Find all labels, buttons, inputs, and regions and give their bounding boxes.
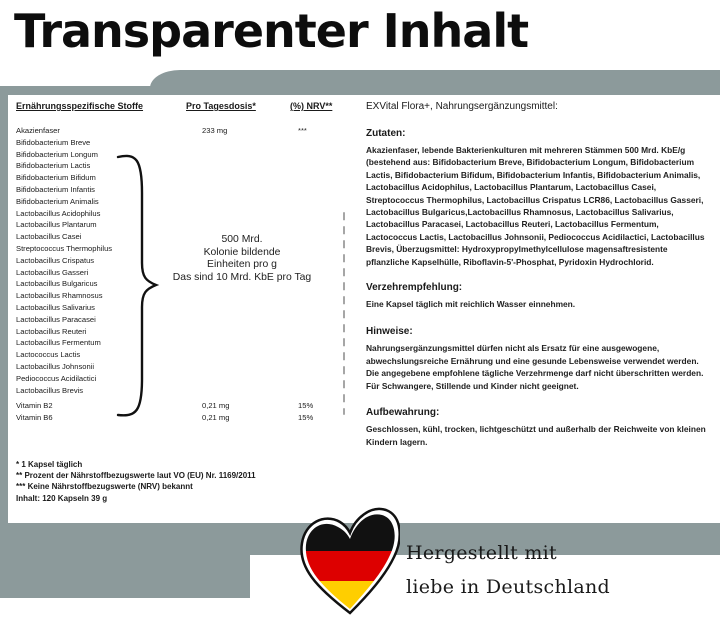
footnote: Inhalt: 120 Kapseln 39 g [16, 493, 108, 503]
made-in-germany [406, 536, 610, 604]
usage-text: Eine Kapsel täglich mit reichlich Wasser einnehmen. [366, 299, 576, 310]
nutrient-name: Bifidobacterium Bifidum [16, 173, 96, 183]
storage-section [366, 407, 710, 448]
product-title: EXVital Flora+, Nahrungsergänzungsmittel: [366, 101, 558, 112]
table-row [16, 327, 336, 339]
table-row [16, 173, 336, 185]
nutrient-name: Lactobacillus Acidophilus [16, 208, 101, 218]
footnote: *** Keine Nährstoffbezugswerte (NRV) bekannt [16, 482, 193, 492]
cultures-line: Einheiten pro g [207, 259, 277, 271]
hints-text: Nahrungsergänzungsmittel dürfen nicht als Ersatz für eine ausgewogene, abwechslungsreiche Ernährung und eine gesunde Lebensweise verwendet werden. Die angegebene empfohlene tägliche Verzehrmenge darf nicht überschritten werden. Für Schwangere, Stillende und Kinder nicht geeignet. [366, 343, 704, 391]
table-row [16, 185, 336, 197]
nutrient-name: Streptococcus Thermophilus [16, 243, 113, 253]
nutrient-name: Lactobacillus Casei [16, 232, 82, 242]
nutrient-dose: 233 mg [202, 126, 228, 135]
table-row [16, 350, 336, 362]
footnote: ** Prozent der Nährstoffbezugswerte laut VO (EU) Nr. 1169/2011 [16, 471, 256, 481]
storage-text: Geschlossen, kühl, trocken, lichtgeschützt und außerhalb der Reichweite von kleinen Kindern lagern. [366, 424, 706, 447]
nutrient-nrv: 15% [298, 401, 314, 411]
table-row [16, 374, 336, 386]
cultures-note [152, 234, 332, 284]
usage-section [366, 282, 710, 310]
table-row [16, 401, 336, 413]
header-name: Ernährungsspezifische Stoffe [16, 101, 144, 111]
nutrient-name: Bifidobacterium Breve [16, 137, 91, 147]
nutrient-name: Pediococcus Acidilactici [16, 373, 97, 383]
nutrient-name: Lactobacillus Brevis [16, 385, 84, 395]
footnote: * 1 Kapsel täglich [16, 460, 83, 469]
nutrient-name: Vitamin B2 [16, 401, 53, 411]
nutrient-name: Lactobacillus Paracasei [16, 314, 96, 324]
product-info [366, 101, 710, 448]
storage-heading: Aufbewahrung: [366, 407, 440, 419]
table-row [16, 150, 336, 162]
nutrient-name: Lactobacillus Rhamnosus [16, 291, 103, 301]
nutrient-name: Lactobacillus Plantarum [16, 220, 97, 230]
ingredients-heading: Zutaten: [366, 128, 406, 139]
label-panel [8, 95, 720, 523]
table-row [16, 413, 336, 425]
nutrient-name: Akazienfaser [16, 126, 60, 135]
nutrient-dose: 0,21 mg [202, 413, 230, 423]
table-row [16, 126, 336, 138]
nutrient-name: Bifidobacterium Lactis [16, 161, 91, 171]
header-dose: Pro Tagesdosis* [186, 101, 256, 111]
german-flag-heart-icon [300, 505, 400, 617]
nutrient-name: Lactobacillus Johnsonii [16, 361, 95, 371]
table-row [16, 386, 336, 398]
nutrient-name: Bifidobacterium Longum [16, 149, 98, 159]
table-row [16, 138, 336, 150]
nutrient-name: Bifidobacterium Animalis [16, 196, 99, 206]
nutrient-name: Lactococcus Lactis [16, 350, 81, 360]
nutrient-nrv: *** [298, 126, 307, 135]
table-row [16, 209, 336, 221]
ingredients-section [366, 128, 710, 268]
nutrient-name: Lactobacillus Crispatus [16, 255, 95, 265]
nutrient-name: Lactobacillus Bulgaricus [16, 279, 98, 289]
table-row [16, 161, 336, 173]
nutrient-name: Lactobacillus Salivarius [16, 302, 95, 312]
nutrient-nrv: 15% [298, 413, 314, 423]
table-row [16, 338, 336, 350]
table-row [16, 291, 336, 303]
cultures-line: 500 Mrd. [221, 234, 263, 245]
table-row [16, 303, 336, 315]
nutrient-name: Bifidobacterium Infantis [16, 184, 95, 194]
header-nrv: (%) NRV** [290, 101, 333, 111]
table-row [16, 315, 336, 327]
hints-section [366, 326, 710, 392]
nutrient-name: Lactobacillus Reuteri [16, 326, 87, 336]
nutrient-name: Vitamin B6 [16, 413, 53, 423]
made-in-line: liebe in Deutschland [406, 576, 610, 598]
cultures-line: Kolonie bildende [203, 246, 281, 258]
table-row [16, 197, 336, 209]
footnotes [16, 459, 256, 504]
usage-heading: Verzehrempfehlung: [366, 282, 463, 294]
made-in-line: Hergestellt mit [406, 542, 557, 564]
ingredients-text: Akazienfaser, lebende Bakterienkulturen mit mehreren Stämmen 500 Mrd. KbE/g (bestehend aus: Bifidobacterium Breve, Bifidobacterium Longum, Bifidobacterium Lactis, Bifidobacterium Bifidum, Bifidobacterium Infantis, Bifidobacterium Animalis, Lactobacillus Acidophilus, Lactobacillus Plantarum, Lactobacillus Casei, Streptococcus Thermophilus, Lactobacillus Crispatus LCR86, Lactobacillus Gasseri, Lactobacillus Bulgaricus,Lactobacillus Rhamnosus, Lactobacillus Salivarius, Lactobacillus Paracasei, Lactobacillus Reuteri, Lactobacillus Fermentum, Lactococcus Lactis, Lactobacillus Johnsonii, Pediococcus Acidilactici, Lactobacillus Brevis, Überzugsmittel: Hydroxypropylmethylcellulose magensaftresistente pflanzliche Kapselhülle, Riboflavin-5'-Phosphat, Pyridoxin Hydrochlorid. [366, 145, 705, 267]
nutrient-dose: 0,21 mg [202, 401, 230, 411]
page-title: Transparenter Inhalt [14, 4, 529, 58]
curly-brace-icon [116, 153, 160, 419]
column-divider [343, 111, 345, 516]
table-row [16, 362, 336, 374]
cultures-line: Das sind 10 Mrd. KbE pro Tag [172, 271, 312, 283]
nutrient-name: Lactobacillus Gasseri [16, 267, 89, 277]
nutrient-name: Lactobacillus Fermentum [16, 338, 101, 348]
hints-heading: Hinweise: [366, 326, 413, 338]
table-row [16, 220, 336, 232]
